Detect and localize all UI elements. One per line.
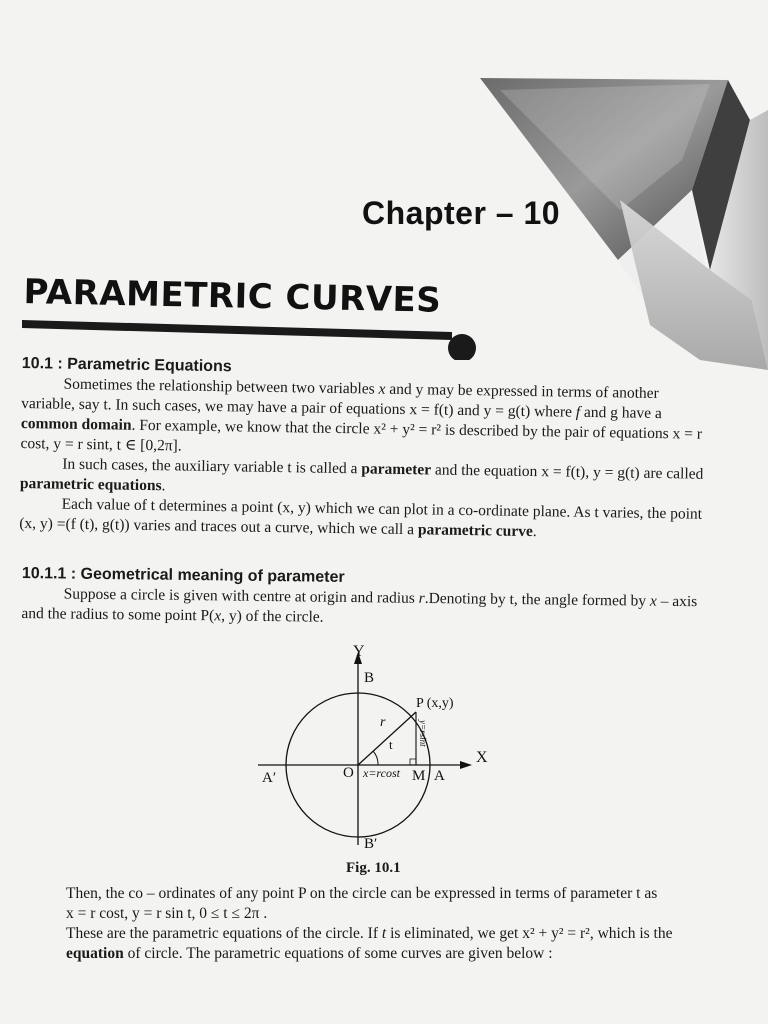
equation: x = r cost, y = r sint, t ∈ [0,2π]. [20, 425, 703, 455]
variable: f [575, 403, 581, 421]
equation: x = f(t), y = g(t) [541, 463, 640, 482]
variable: r [418, 589, 425, 607]
section-heading: 10.1 : Parametric Equations [21, 354, 232, 376]
text: and y may be expressed in terms of another variable, say t. In such cases, we may have a pair of equations [21, 380, 659, 419]
equation: x = f(t) and y = g(t) [409, 401, 531, 420]
figure-caption: Fig. 10.1 [346, 860, 401, 876]
variable: x [378, 380, 386, 398]
text: . [532, 523, 537, 541]
text: are called [639, 464, 704, 483]
angle-arc [373, 751, 378, 765]
height-label: y=rsint [418, 720, 428, 747]
x-axis-label: X [476, 749, 488, 766]
point-p-label: P (x,y) [416, 696, 454, 711]
paragraph [66, 924, 710, 964]
chapter-label: Chapter – 10 [362, 195, 561, 231]
equation: x² + y² = r² [522, 925, 590, 942]
text: is eliminated, we get [386, 925, 523, 942]
text: Each value of t determines a point (x, y) which we can plot in a co-ordinate plane. As t varies, the point (x, y) =(f (t), g(t)) varies and traces out a curve, which we call a [19, 495, 703, 539]
point-b-label: B [364, 670, 375, 686]
text: . [161, 477, 166, 495]
section-10-1-1 [21, 564, 708, 632]
text: where [530, 402, 576, 421]
text: Suppose a circle is given with centre at origin and radius [63, 585, 419, 607]
text: . For example, we know that the circle [131, 416, 374, 438]
right-angle-mark [410, 759, 416, 765]
page-title: PARAMETRIC CURVES [23, 272, 442, 321]
paragraph [66, 884, 710, 904]
origin-label: O [343, 765, 354, 781]
radius-label: r [380, 715, 386, 730]
key-term: parametric curve [417, 521, 533, 541]
section-heading: 10.1.1 : Geometrical meaning of parameter [21, 564, 345, 586]
point-a-prime-label: A′ [262, 770, 277, 786]
text: and g have a [579, 403, 663, 423]
text: These are the parametric equations of the circle. If [66, 925, 382, 942]
text: .Denoting by t, the angle formed by [424, 589, 650, 610]
radius-line [358, 712, 416, 765]
text: In such cases, the auxiliary variable t is called a [62, 455, 362, 478]
text: , which is the [589, 925, 673, 942]
circle-diagram [250, 640, 500, 855]
equation: x = r cost, y = r sin t, 0 ≤ t ≤ 2π . [66, 905, 268, 922]
x-axis-arrow [460, 761, 472, 769]
equation-line [66, 904, 710, 924]
point-m-label: M [412, 768, 426, 784]
equation: x² + y² = r² [373, 420, 442, 439]
key-term: equation [66, 945, 124, 962]
text: and the equation [430, 461, 542, 481]
text: Then, the co – ordinates of any point P on the circle can be expressed in terms of parameter t as [66, 885, 658, 902]
point-a-label: A [434, 768, 445, 784]
variable: x [214, 607, 222, 625]
text: , y) of the circle. [221, 607, 324, 626]
variable: x [649, 592, 657, 610]
y-axis-label: Y [353, 643, 365, 660]
text: – axis and the radius to some point P( [21, 592, 698, 625]
angle-label: t [389, 737, 393, 752]
variable: t [381, 925, 387, 942]
key-term: parameter [361, 460, 432, 479]
text: of circle. The parametric equations of some curves are given below : [123, 945, 553, 962]
text: is described by the pair of equations [440, 421, 673, 443]
section-10-1 [19, 354, 708, 545]
closing-text [66, 884, 710, 964]
paragraph [20, 374, 707, 465]
point-b-prime-label: B′ [364, 836, 378, 852]
key-term: common domain [20, 414, 132, 434]
paragraph [21, 584, 707, 632]
title-underline [22, 318, 482, 360]
base-label: x=rcost [363, 766, 400, 780]
key-term: parametric equations [19, 474, 162, 495]
text: Sometimes the relationship between two variables [63, 375, 379, 398]
